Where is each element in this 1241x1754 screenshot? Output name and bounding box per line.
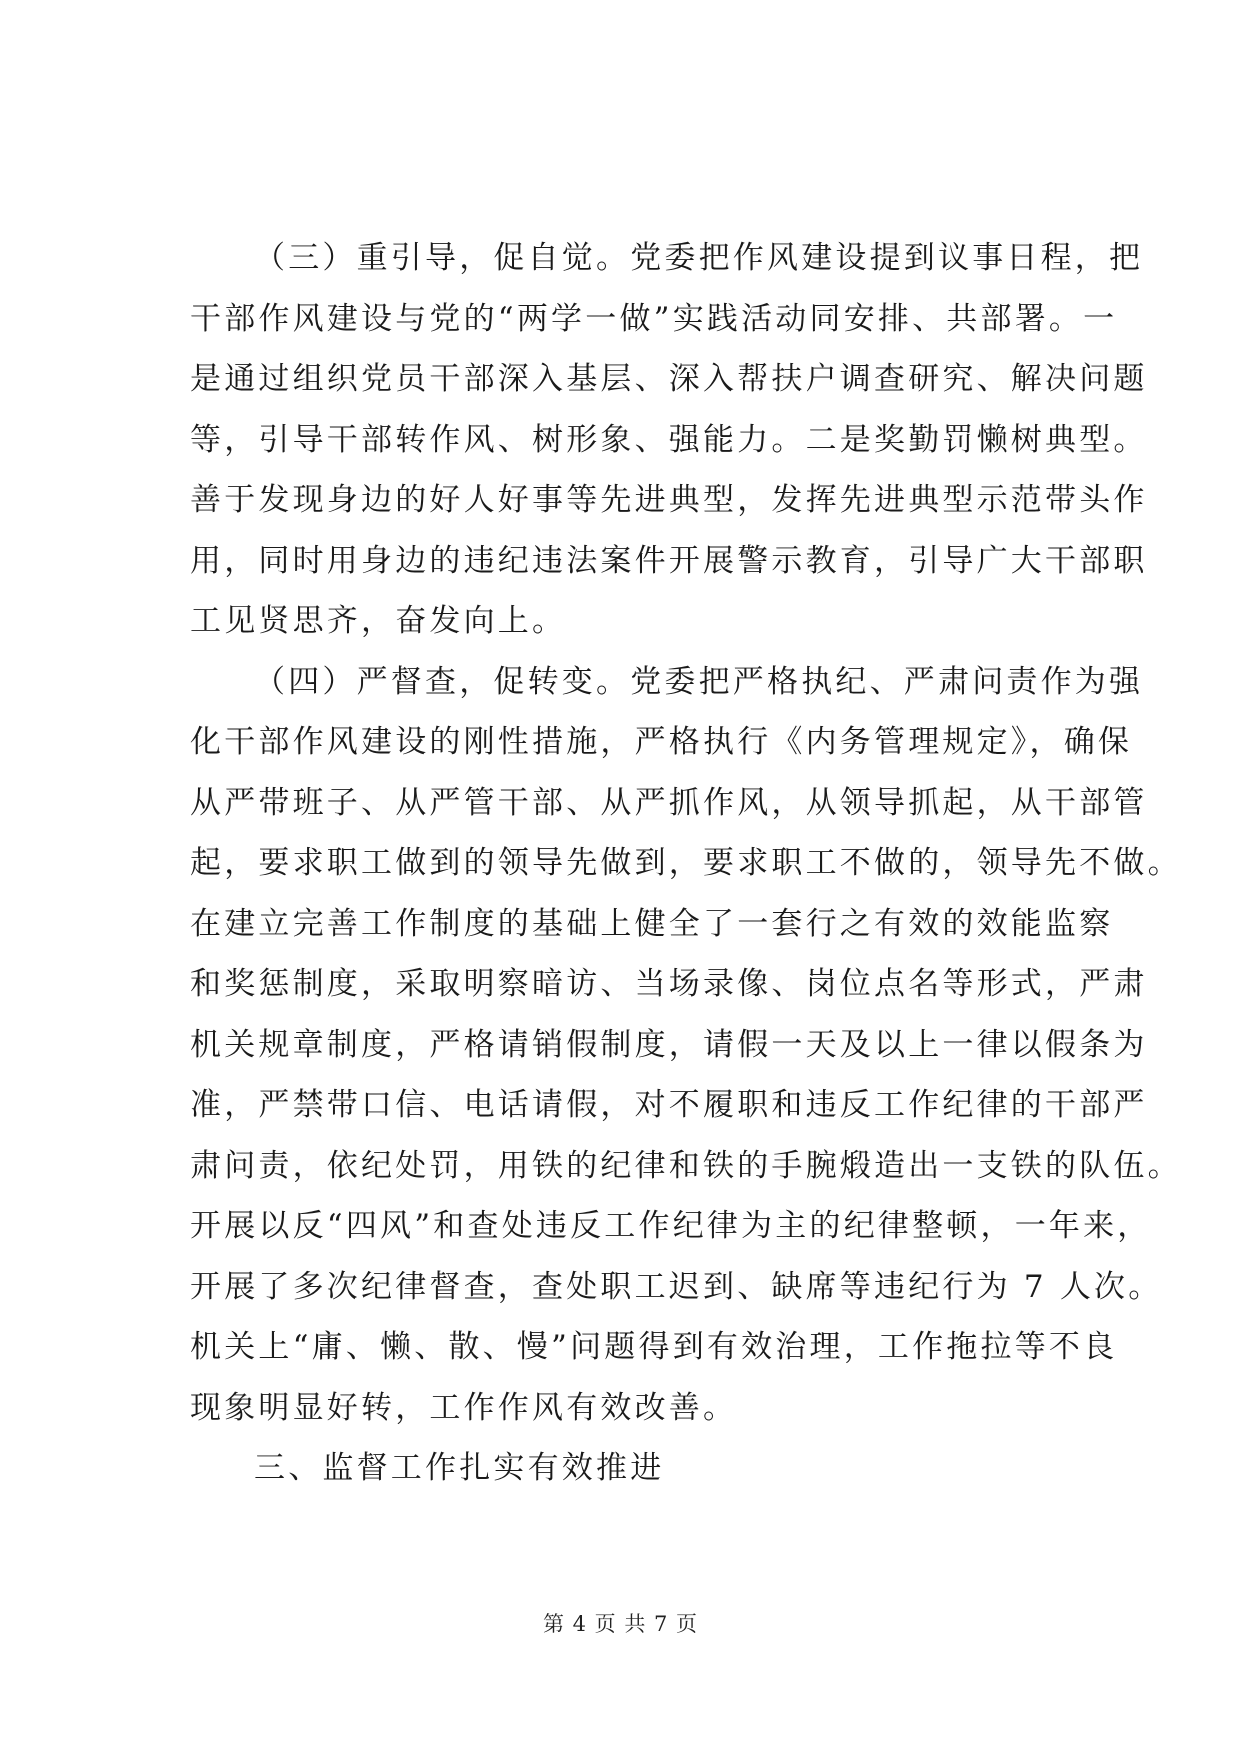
page-footer: 第 4 页 共 7 页 (542, 1612, 699, 1636)
text-line: 化干部作风建设的刚性措施，严格执行《内务管理规定》，确保 (190, 724, 1133, 760)
text-line: （四）严督查，促转变。党委把严格执纪、严肃问责作为强 (254, 663, 1144, 700)
text-line: 是通过组织党员干部深入基层、深入帮扶户调查研究、解决问题 (190, 361, 1148, 397)
text-line: 现象明显好转，工作作风有效改善。 (190, 1389, 738, 1426)
text-line: 机关上“庸、懒、散、慢”问题得到有效治理，工作拖拉等不良 (190, 1329, 1118, 1365)
text-line: 开展以反“四风”和查处违反工作纪律为主的纪律整顿，一年来， (190, 1208, 1152, 1244)
text-line: 准，严禁带口信、电话请假，对不履职和违反工作纪律的干部严 (190, 1087, 1148, 1123)
text-line: 肃问责，依纪处罚，用铁的纪律和铁的手腕煅造出一支铁的队伍。 (190, 1147, 1182, 1184)
document-body (190, 228, 1182, 1499)
text-line: 和奖惩制度，采取明察暗访、当场录像、岗位点名等形式，严肃 (190, 966, 1148, 1002)
text-line: 工见贤思齐，奋发向上。 (190, 603, 567, 639)
text-line: 等，引导干部转作风、树形象、强能力。二是奖勤罚懒树典型。 (190, 421, 1148, 458)
text-line: 从严带班子、从严管干部、从严抓作风，从领导抓起，从干部管 (190, 784, 1148, 821)
text-line: 起，要求职工做到的领导先做到，要求职工不做的，领导先不做。 (190, 845, 1182, 881)
text-line: （三）重引导，促自觉。党委把作风建设提到议事日程，把 (254, 240, 1144, 276)
text-line: 善于发现身边的好人好事等先进典型，发挥先进典型示范带头作 (190, 482, 1148, 518)
text-line: 机关规章制度，严格请销假制度，请假一天及以上一律以假条为 (190, 1026, 1148, 1063)
text-line: 开展了多次纪律督查，查处职工迟到、缺席等违纪行为 7 人次。 (190, 1268, 1163, 1305)
text-line: 干部作风建设与党的“两学一做”实践活动同安排、共部署。一 (190, 300, 1118, 337)
text-line: 在建立完善工作制度的基础上健全了一套行之有效的效能监察 (190, 905, 1114, 942)
text-line: 三、监督工作扎实有效推进 (254, 1450, 665, 1486)
text-line: 用，同时用身边的违纪违法案件开展警示教育，引导广大干部职 (190, 542, 1148, 579)
